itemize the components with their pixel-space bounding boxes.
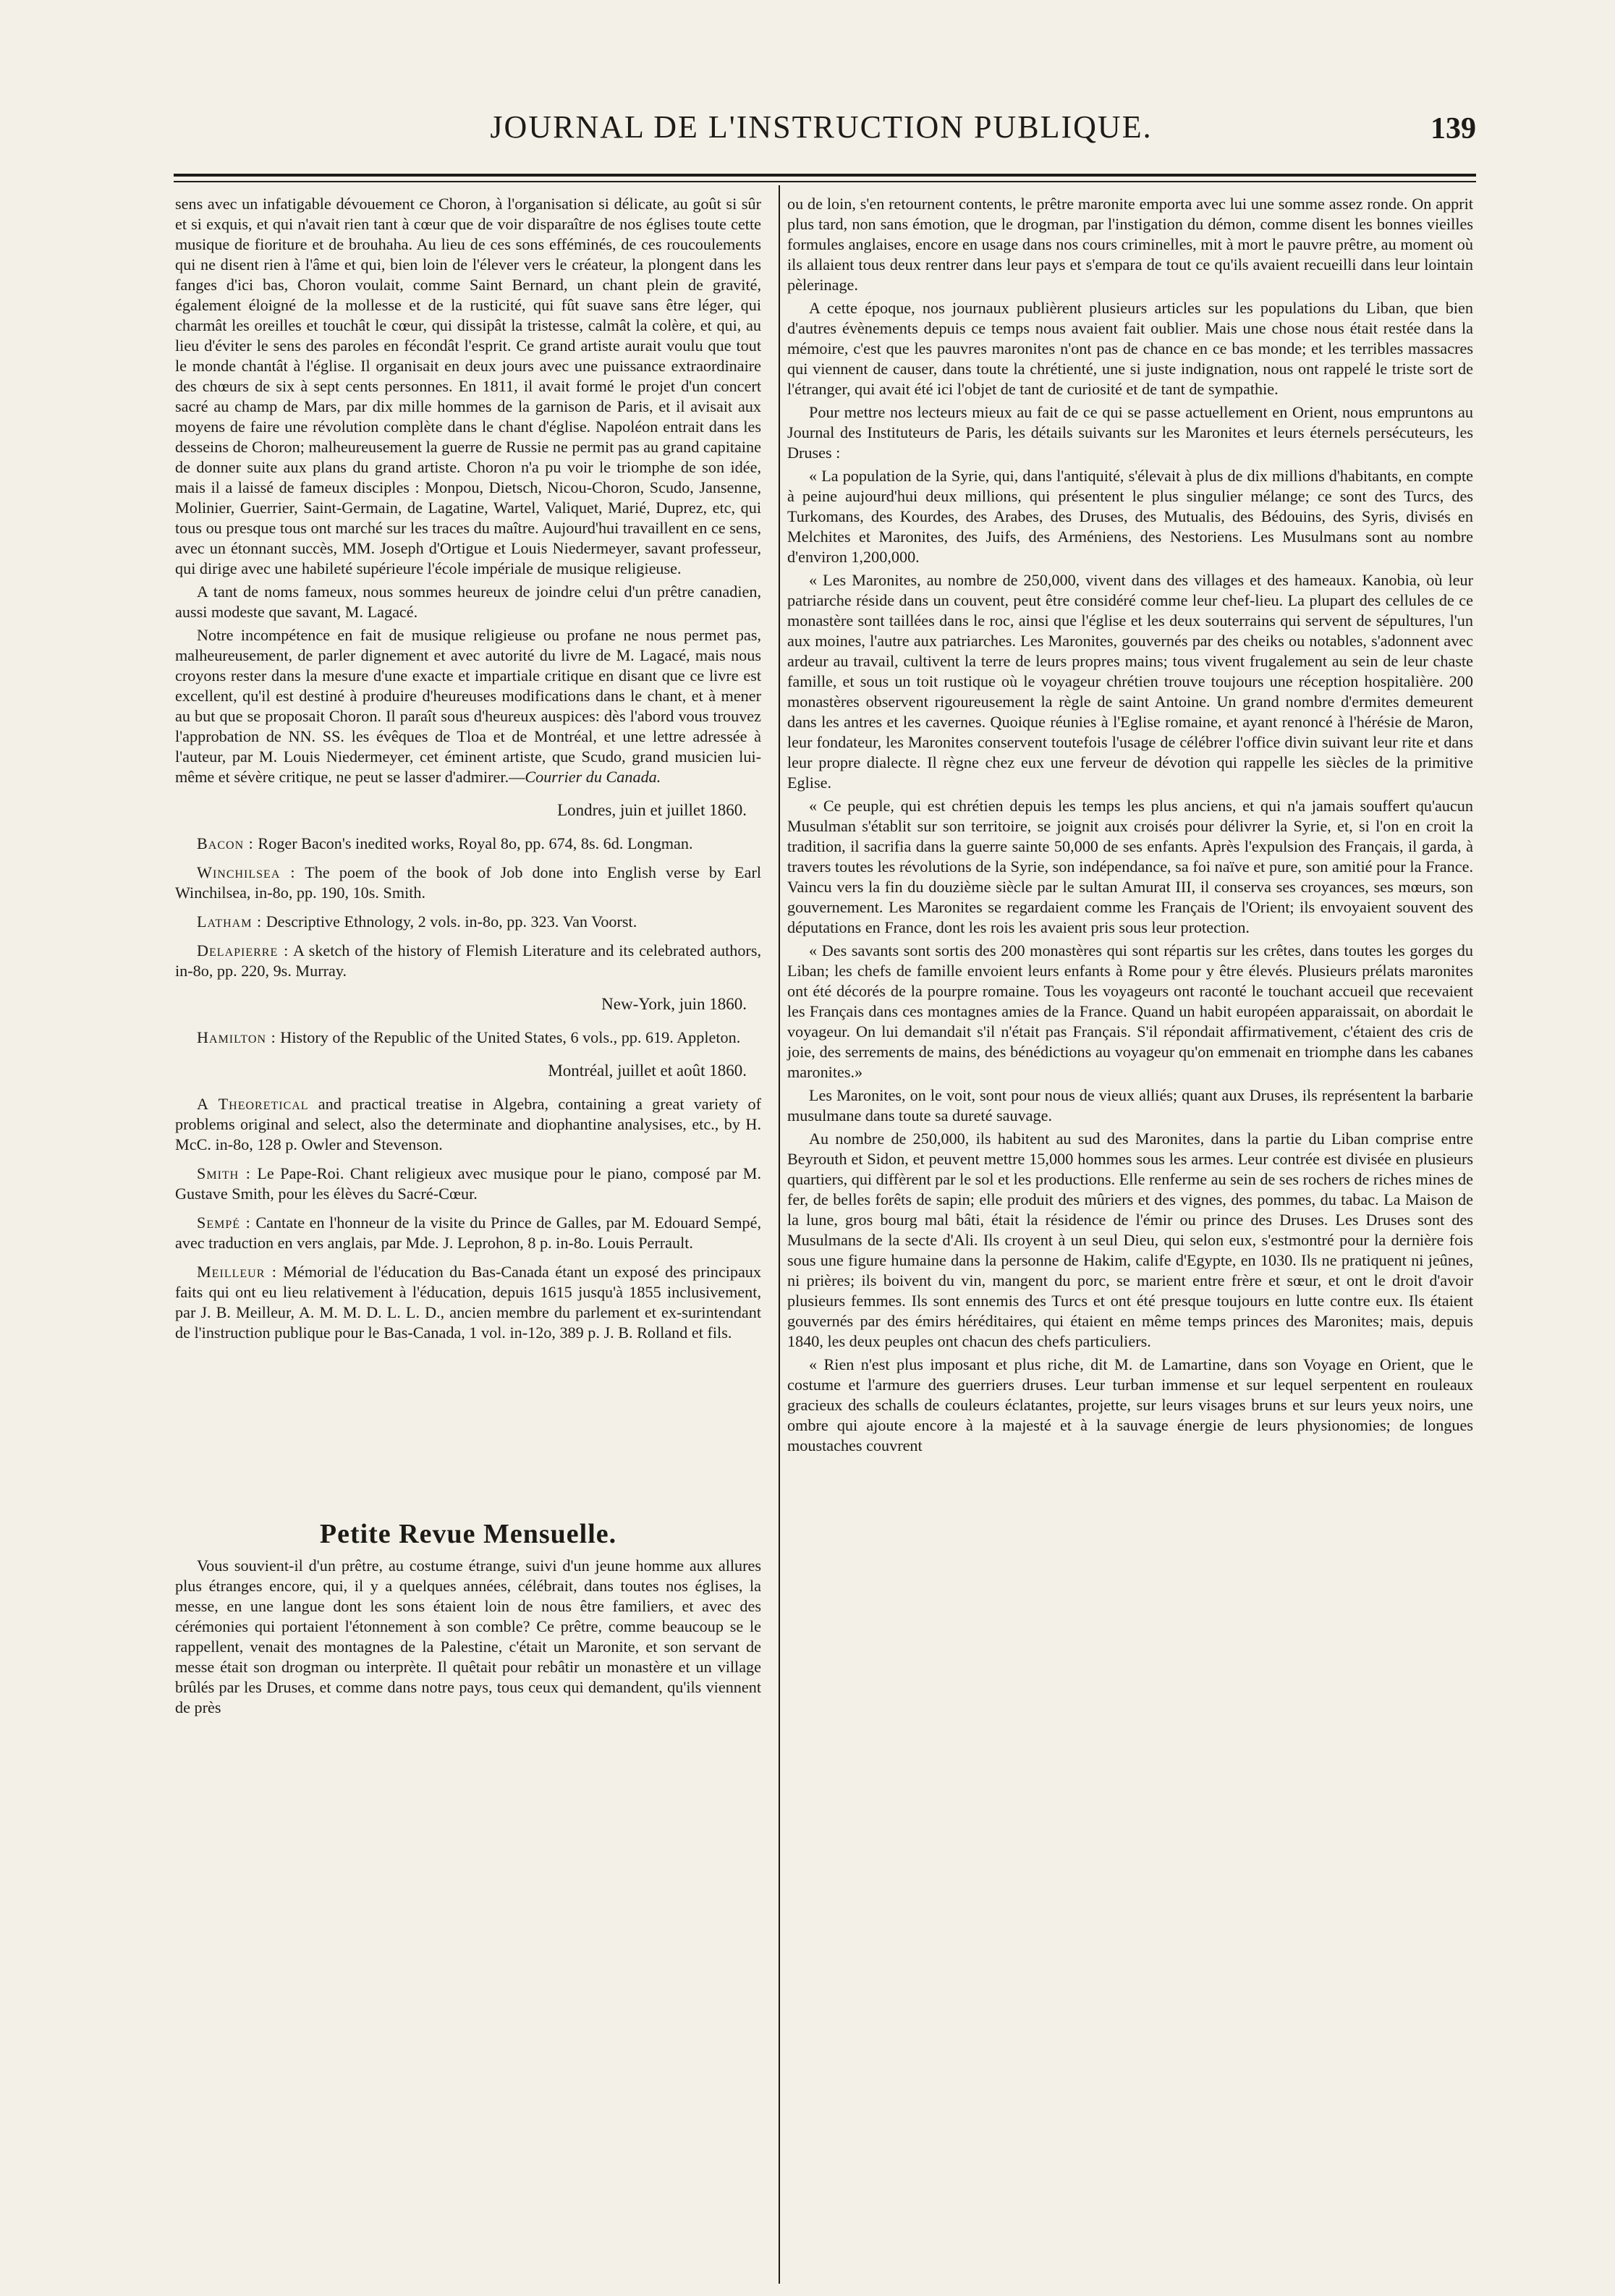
entry-author: Delapierre : xyxy=(197,941,289,960)
header-rule-thin xyxy=(174,181,1476,182)
article-paragraph: « La population de la Syrie, qui, dans l'antiquité, s'élevait à plus de dix millions d'habitants, en compte à peine aujourd'hui deux millions, qui présentent le plus singulier mélange; ce sont des Turcs, des Turkomans, des Kourdes, des Arabes, des Druses, des Mutualis, des Bédouins, des Syris, divisés en Melchites et Maronites, des Juifs, des Arméniens, des Nestoriens. Les Musulmans sont au nombre d'environ 1,200,000. xyxy=(787,467,1473,566)
entry-author: Meilleur : xyxy=(197,1263,277,1281)
entry-author: Sempé : xyxy=(197,1213,251,1232)
entry-author: Winchilsea : xyxy=(197,863,296,881)
article-paragraph: « Les Maronites, au nombre de 250,000, vivent dans des villages et des hameaux. Kanobia, où leur patriarche réside dans un couvent, peut être considéré comme leur chef-lieu. La plupart des cellules de ce monastère sont taillées dans le roc, ainsi que l'église et les deux souterrains qui servent de sépultures, l'un aux moines, l'autre aux patriarches. Les Maronites, gouvernés par des cheiks ou notables, s'adonnent avec ardeur au travail, cultivent la terre de leurs propres mains; tous vivent frugalement au sein de leur chaste famille, et sous un toit rustique où le voyageur chrétien trouve toujours une réception hospitalière. 200 monastères observent rigoureusement la règle de saint Antoine. Un grand nombre d'ermites demeurent dans les antres et les cavernes. Quoique réunies à l'Eglise romaine, et ayant renoncé à l'hérésie de Maron, leur fondateur, les Maronites conservent toutefois l'usage de célébrer l'office divin suivant leur rite et dans leur propre dialecte. Il règne chez eux une ferveur de dévotion qui rappelle les siècles de la primitive Eglise. xyxy=(787,571,1473,792)
entry-text: A sketch of the history of Flemish Literature and its celebrated authors, in-8o, pp. 220, 9s. Murray. xyxy=(175,941,762,980)
source-credit: Courrier du Canada. xyxy=(525,768,661,786)
article-paragraph: A cette époque, nos journaux publièrent plusieurs articles sur les populations du Liban, que bien d'autres évènements depuis ce temps nous avaient fait oublier. Mais une chose nous était restée dans la mémoire, c'est que les pauvres maronites n'ont pas de chance en ce bas monde; et les terribles massacres qui viennent de causer, dans toute la chrétienté, une si juste indignation, nous ont rappelé le triste sort de l'étranger, qui avait été ici l'objet de tant de curiosité et de tant de sympathie. xyxy=(787,299,1473,398)
dateline-london: Londres, juin et juillet 1860. xyxy=(557,801,747,819)
running-title: JOURNAL DE L'INSTRUCTION PUBLIQUE. xyxy=(490,109,1153,145)
bibliography-entry xyxy=(175,912,761,932)
london-entries xyxy=(175,834,761,981)
column-divider xyxy=(779,185,780,2284)
section-title: Petite Revue Mensuelle. xyxy=(319,1519,617,1549)
article-paragraph: sens avec un infatigable dévouement ce Choron, à l'organisation si délicate, au goût si sûr et si exquis, et qui n'avait rien tant à cœur que de voir disparaître de nos églises toute cette musique de fioriture et de brouhaha. Au lieu de ces sons efféminés, de ces roucoulements qui ne disent rien à l'âme et qui, bien loin de l'élever vers le créateur, la plongent dans les fanges d'ici bas, Choron voulait, comme Saint Bernard, un chant plein de gravité, également éloigné de la mollesse et de la rusticité, qui fût suave sans être léger, qui charmât les oreilles et touchât le cœur, qui dissipât la tristesse, calmât la colère, et qui, au lieu d'éviter le sens des paroles en fécondât l'esprit. Ce grand artiste aurait voulu que tout le monde chantât à l'église. Il organisait en deux jours avec une puissance extraordinaire des chœurs de six à sept cents personnes. En 1811, il avait formé le projet d'un concert sacré au champ de Mars, par dix mille hommes de la garnison de Paris, et il avisait aux moyens de faire une révolution complète dans le chant d'église. Napoléon entrait dans les desseins de Choron; malheureusement la guerre de Russie ne permit pas au grand capitaine de donner suite aux plans du grand artiste. Choron n'a pu voir le triomphe de son idée, mais il a laissé de fameux disciples : Monpou, Dietsch, Nicou-Choron, Scudo, Jansenne, Molinier, Guerrier, Saint-Germain, de Lagatine, Wartel, Valiquet, Marié, Duprez, etc, qui tous ou presque tous ont marché sur les traces du maître. Aujourd'hui travaillent en ce sens, avec un étonnant succès, MM. Joseph d'Ortigue et Louis Niedermeyer, savant professeur, qui dirige avec une habileté supérieure l'école impériale de musique religieuse. xyxy=(175,195,761,577)
article-paragraph: Vous souvient-il d'un prêtre, au costume étrange, suivi d'un jeune homme aux allures plus étranges encore, qui, il y a quelques années, célébrait, dans toutes nos églises, la messe, en une langue dont les sons étaient loin de nous être familiers, et avec des cérémonies qui portaient l'étonnement à son comble? Ce prêtre, comme beaucoup se le rappellent, venait des montagnes de la Palestine, c'était un Maronite, et son servant de messe était son drogman ou interprète. Il quêtait pour rebâtir un monastère et un village brûlés par les Druses, et comme dans notre pays, tous ceux qui demandent, qu'ils viennent de près xyxy=(175,1556,761,1716)
article-paragraph: « Rien n'est plus imposant et plus riche, dit M. de Lamartine, dans son Voyage en Orient, que le costume et l'armure des guerriers druses. Leur turban immense et sur lequel serpentent en rouleaux gracieux des schalls de couleurs éclatantes, projette, sur leurs visages bruns et sur leurs yeux noirs, une ombre qui ajoute encore à la majesté et à la sauvage énergie de leurs physionomies; de longues moustaches couvrent xyxy=(787,1355,1473,1454)
entry-text: History of the Republic of the United States, 6 vols., pp. 619. Appleton. xyxy=(276,1028,741,1046)
article-paragraph: A tant de noms fameux, nous sommes heureux de joindre celui d'un prêtre canadien, aussi modeste que savant, M. Lagacé. xyxy=(175,583,761,621)
entry-text: Le Pape-Roi. Chant religieux avec musique pour le piano, composé par M. Gustave Smith, pour les élèves du Sacré-Cœur. xyxy=(175,1164,762,1203)
article-paragraph: « Ce peuple, qui est chrétien depuis les temps les plus anciens, et qui n'a jamais souffert qu'aucun Musulman s'établit sur son territoire, se joignit aux croisés pour délivrer la Syrie, et, si l'on en croit la tradition, il sacrifia dans la guerre sainte 50,000 de ses enfants. Après l'expulsion des Français, il garda, à travers toutes les révolutions de la Syrie, son indépendance, sa foi naïve et pure, son amitié pour la France. Vaincu vers la fin du douzième siècle par le sultan Amurat III, il conserva ses croyances, ses mœurs, son gouvernement. Les Maronites se regardaient comme les Français de l'Orient; ils envoyaient souvent des députations en France, dont les rois les avaient pris sous leur protection. xyxy=(787,797,1473,936)
article-paragraph: Pour mettre nos lecteurs mieux au fait de ce qui se passe actuellement en Orient, nous empruntons au Journal des Instituteurs de Paris, les détails suivants sur les Maronites et leurs éternels persécuteurs, les Druses : xyxy=(787,403,1473,462)
entry-author: A Theoretical xyxy=(197,1095,309,1113)
paragraph-text: Notre incompétence en fait de musique religieuse ou profane ne nous permet pas, malheureusement, de parler dignement et avec autorité du livre de M. Lagacé, mais nous croyons rester dans la mesure d'une exacte et impartiale critique en disant que ce livre est excellent, qu'il est destiné à produire d'heureuses modifications dans le chant, et à mener au but que se proposait Choron. Il paraît sous d'heureux auspices: dès l'abord vous trouvez l'approbation de NN. SS. les évêques de Tloa et de Montréal, et une lettre adressée à l'auteur, par M. Louis Niedermeyer, cet éminent artiste, que Scudo, grand musicien lui-même et sévère critique, ne peut se lasser d'admirer.— xyxy=(175,626,761,786)
bibliography-entry xyxy=(175,863,761,903)
entry-text: Descriptive Ethnology, 2 vols. in-8o, pp. 323. Van Voorst. xyxy=(262,912,637,931)
bibliography-entry xyxy=(175,1164,761,1204)
page-number: 139 xyxy=(1430,112,1476,145)
entry-author: Hamilton : xyxy=(197,1028,276,1046)
article-paragraph xyxy=(175,625,761,787)
bibliography-entry xyxy=(175,834,761,854)
montreal-entries xyxy=(175,1094,761,1343)
article-paragraph: Au nombre de 250,000, ils habitent au sud des Maronites, dans la partie du Liban comprise entre Beyrouth et Sidon, et peuvent mettre 15,000 hommes sous les armes. Leur contrée est divisée en plusieurs quartiers, qui diffèrent par le sol et les productions. Elle renferme au sein de ses rochers de riches mines de fer, de belles forêts de sapin; elle produit des mûriers et des vignes, des pommes, du tabac. La Maison de la lune, gros bourg mal bâti, était la résidence de l'émir ou prince des Druses. Les Druses sont des Musulmans de la secte d'Ali. Ils croyent à un seul Dieu, qui selon eux, s'estmontré pour la dernière fois sous une figure humaine dans la personne de Hakim, calife d'Egypte, en 1030. Ils ne pratiquent ni jeûnes, ni prières; ils boivent du vin, mangent du porc, se marient entre frère et sœur, et ont le droit d'avoir plusieurs femmes. Ils sont ennemis des Turcs et ont été presque toujours en lutte contre eux. Ils étaient gouvernés par des émirs héréditaires, qui étaient en même temps princes des Maronites; mais, depuis 1840, les deux peuples ont chacun des chefs particuliers. xyxy=(787,1130,1473,1350)
entry-text: and practical treatise in Algebra, containing a great variety of problems original and select, also the determinate and diophantine analysises, etc., by H. McC. in-8o, 128 p. Owler and Stevenson. xyxy=(175,1095,761,1153)
bibliography-entry xyxy=(175,1213,761,1253)
bibliography-entry xyxy=(175,1028,761,1048)
left-column xyxy=(175,194,761,1721)
bibliography-entry xyxy=(175,1094,761,1155)
article-paragraph: ou de loin, s'en retournent contents, le prêtre maronite emporta avec lui une somme assez ronde. On apprit plus tard, non sans émotion, que le drogman, par l'instigation du démon, comme disent les bonnes vieilles formules anglaises, encore en usage dans nos cours criminelles, mit à mort le pauvre prêtre, au moment où ils allaient tous deux rentrer dans leur pays et s'empara de tout ce qu'ils avaient recueilli dans leur lointain pèlerinage. xyxy=(787,195,1473,294)
entry-author: Bacon : xyxy=(197,834,254,852)
entry-text: The poem of the book of Job done into English verse by Earl Winchilsea, in-8o, pp. 190, 10s. Smith. xyxy=(175,863,761,902)
bibliography-entry xyxy=(175,1262,761,1343)
article-paragraph: Les Maronites, on le voit, sont pour nous de vieux alliés; quant aux Druses, ils représentent la barbarie musulmane dans toute sa dureté sauvage. xyxy=(787,1086,1473,1124)
article-paragraph: « Des savants sont sortis des 200 monastères qui sont répartis sur les crêtes, dans toutes les gorges du Liban; les chefs de famille envoient leurs enfants à Rome pour y être élevés. Plusieurs prélats maronites ont été décorés de la pourpre romaine. Tous les voyageurs ont raconté le touchant accueil que recevaient les Français dans ces montagnes amies de la France. Quand un habit européen apparaissait, on abordait le voyageur. On lui demandait s'il n'était pas Français. S'il répondait affirmativement, c'étaient des cris de joie, des serrements de mains, des bénédictions au voyageur qu'on emmenait en triomphe dans les cabanes maronites.» xyxy=(787,941,1473,1081)
right-column xyxy=(787,194,1473,1459)
entry-author: Latham : xyxy=(197,912,263,931)
dateline-newyork: New-York, juin 1860. xyxy=(601,995,747,1013)
entry-text: Cantate en l'honneur de la visite du Prince de Galles, par M. Edouard Sempé, avec traduction en vers anglais, par Mde. J. Leprohon, 8 p. in-8o. Louis Perrault. xyxy=(175,1213,761,1252)
entry-author: Smith : xyxy=(197,1164,251,1182)
entry-text: Mémorial de l'éducation du Bas-Canada étant un exposé des principaux faits qui ont eu lieu relativement à l'éducation, depuis 1615 jusqu'à 1855 inclusivement, par J. B. Meilleur, A. M. M. D. L. L. D., ancien membre du parlement et ex-surintendant de l'instruction publique pour le Bas-Canada, 1 vol. in-12o, 389 p. J. B. Rolland et fils. xyxy=(175,1263,761,1342)
bibliography-entry xyxy=(175,941,761,981)
entry-text: Roger Bacon's inedited works, Royal 8o, pp. 674, 8s. 6d. Longman. xyxy=(253,834,693,852)
dateline-montreal: Montréal, juillet et août 1860. xyxy=(548,1062,747,1080)
page-header xyxy=(174,109,1476,159)
header-rule xyxy=(174,174,1476,177)
